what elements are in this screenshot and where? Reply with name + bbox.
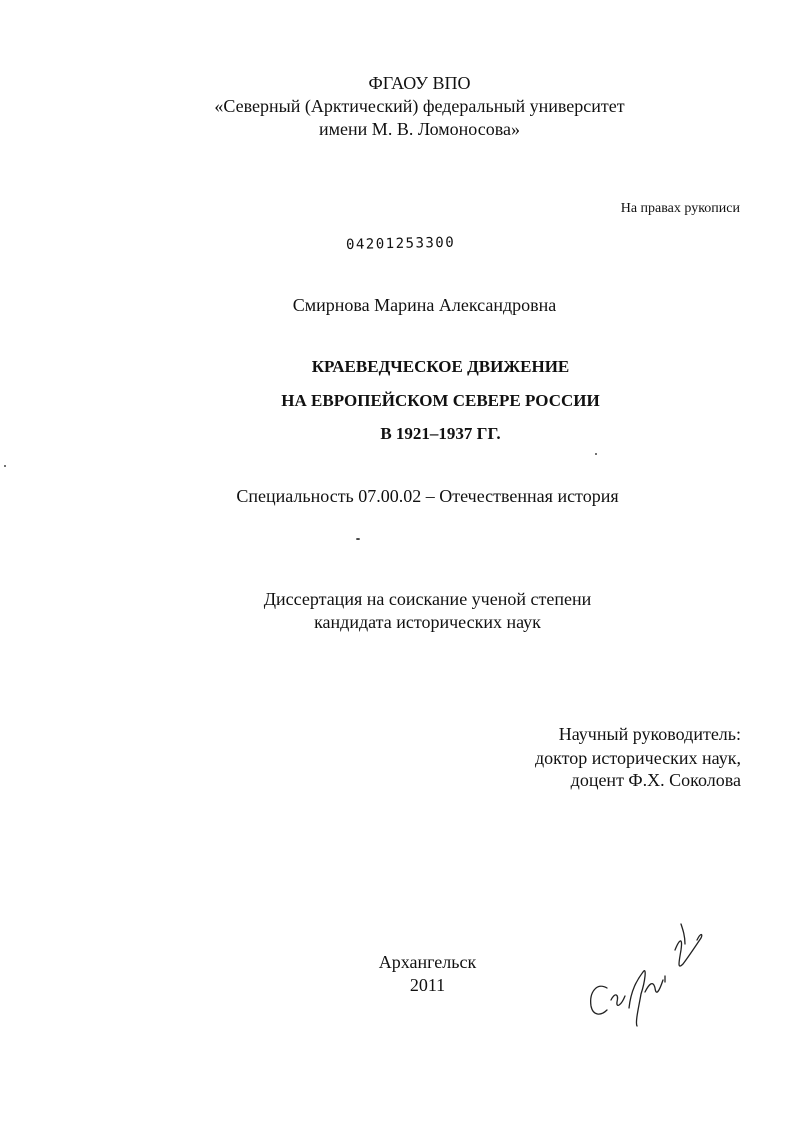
title-line-2: НА ЕВРОПЕЙСКОМ СЕВЕРЕ РОССИИ (281, 391, 600, 410)
supervisor-line-1: Научный руководитель: (558, 724, 741, 744)
dissertation-line-1: Диссертация на соискание ученой степени (263, 589, 592, 609)
archive-code: 04201253300 (345, 234, 456, 253)
signature-image (585, 910, 725, 1030)
year: 2011 (409, 975, 446, 995)
dissertation-line-2: кандидата исторических наук (314, 612, 541, 632)
title-line-3: В 1921–1937 ГГ. (380, 424, 501, 443)
org-line-1: ФГАОУ ВПО (368, 73, 471, 93)
specialty: Специальность 07.00.02 – Отечественная история (236, 486, 619, 506)
title-line-1: КРАЕВЕДЧЕСКОЕ ДВИЖЕНИЕ (311, 357, 570, 376)
author-name: Смирнова Марина Александровна (292, 295, 557, 315)
rights-note: На правах рукописи (620, 201, 740, 216)
org-line-2: «Северный (Арктический) федеральный университет (214, 96, 625, 116)
city: Архангельск (378, 952, 477, 972)
scan-speck (4, 465, 6, 467)
scan-speck (356, 538, 360, 540)
supervisor-line-2: доктор исторических наук, (535, 748, 741, 768)
org-line-3: имени М. В. Ломоносова» (319, 119, 520, 139)
scan-speck (595, 453, 597, 455)
supervisor-line-3: доцент Ф.Х. Соколова (570, 770, 741, 790)
